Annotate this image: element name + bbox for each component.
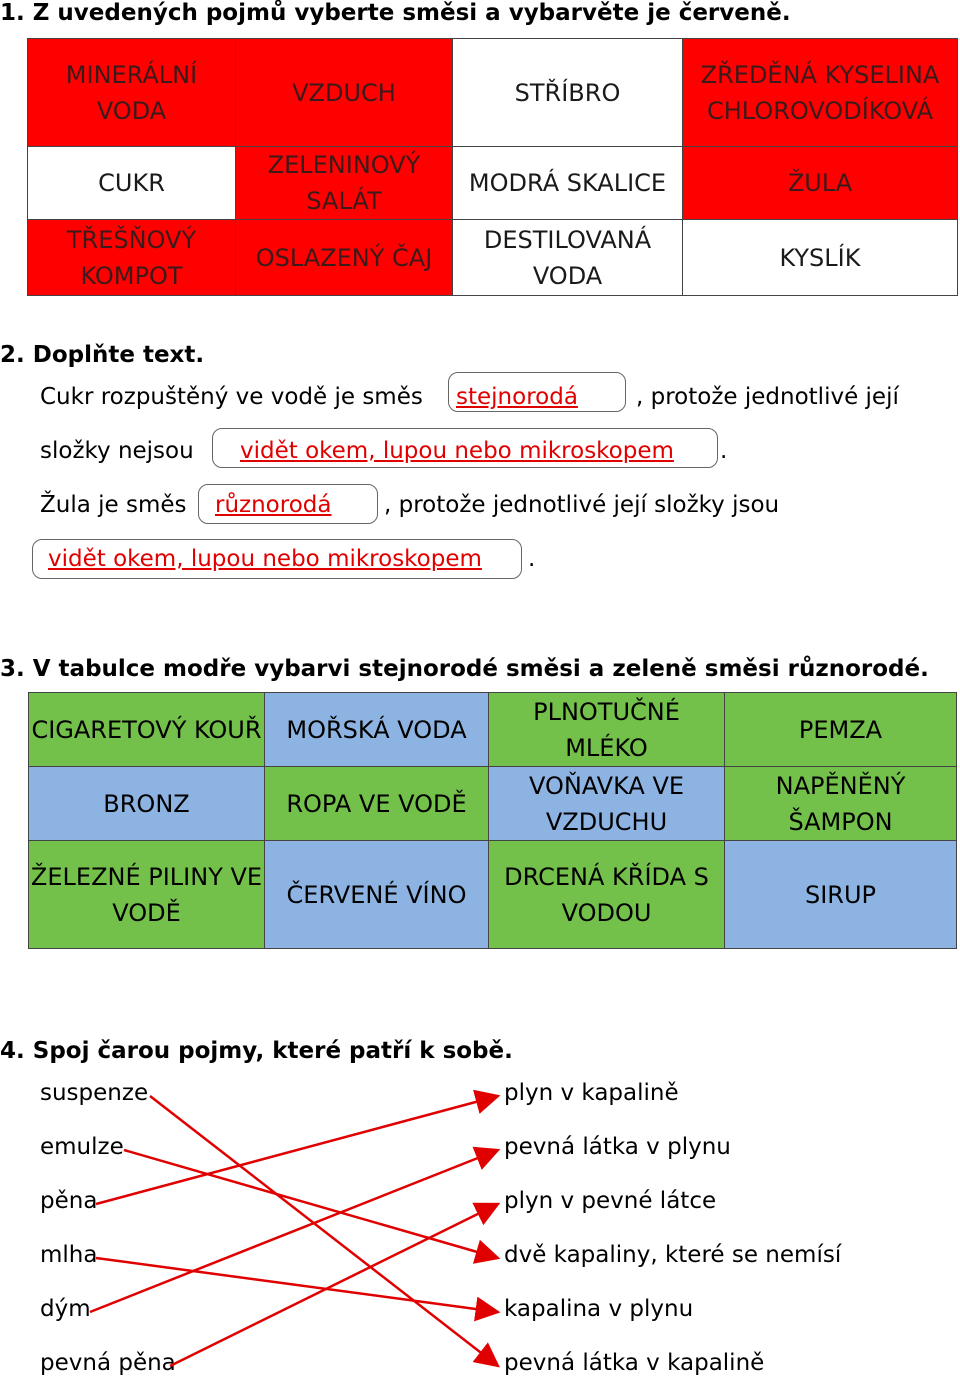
task2-line3-text: Žula je směs: [40, 492, 187, 518]
left-term[interactable]: emulze: [40, 1134, 124, 1160]
right-term[interactable]: pevná látka v plynu: [504, 1134, 731, 1160]
task1-cell[interactable]: MODRÁ SKALICE: [453, 147, 683, 220]
task1-heading: 1. Z uvedených pojmů vyberte směsi a vybarvěte je červeně.: [0, 0, 791, 26]
task2-heading: 2. Doplňte text.: [0, 342, 205, 368]
task2-line1-text: Cukr rozpuštěný ve vodě je směs: [40, 384, 423, 410]
task1-cell[interactable]: VZDUCH: [236, 39, 453, 147]
task1-cell[interactable]: STŘÍBRO: [453, 39, 683, 147]
task1-row: [28, 220, 958, 296]
task2-line4-after: .: [528, 546, 536, 572]
right-term[interactable]: pevná látka v kapalině: [504, 1350, 765, 1376]
answer-4: vidět okem, lupou nebo mikroskopem: [48, 546, 482, 572]
answer-1: stejnorodá: [456, 384, 578, 410]
task3-row: [29, 767, 957, 841]
task3-row: [29, 841, 957, 949]
task2-line1-after: , protože jednotlivé její: [636, 384, 899, 410]
connection-line: [90, 1150, 498, 1312]
task3-cell[interactable]: ROPA VE VODĚ: [265, 767, 489, 841]
task1-cell[interactable]: KYSLÍK: [683, 220, 958, 296]
left-term[interactable]: mlha: [40, 1242, 98, 1268]
task3-cell[interactable]: MOŘSKÁ VODA: [265, 693, 489, 767]
task3-cell[interactable]: SIRUP: [725, 841, 957, 949]
task3-cell[interactable]: BRONZ: [29, 767, 265, 841]
task3-cell[interactable]: PEMZA: [725, 693, 957, 767]
task1-cell[interactable]: ŽULA: [683, 147, 958, 220]
task3-cell[interactable]: ŽELEZNÉ PILINY VE VODĚ: [29, 841, 265, 949]
left-term[interactable]: dým: [40, 1296, 91, 1322]
right-term[interactable]: plyn v pevné látce: [504, 1188, 717, 1214]
task2-line2-after: .: [720, 438, 728, 464]
answer-2: vidět okem, lupou nebo mikroskopem: [240, 438, 674, 464]
task3-table: [28, 692, 957, 949]
connection-line: [96, 1096, 498, 1204]
left-term[interactable]: suspenze: [40, 1080, 149, 1106]
task3-cell[interactable]: VOŇAVKA VE VZDUCHU: [489, 767, 725, 841]
task1-cell[interactable]: DESTILOVANÁ VODA: [453, 220, 683, 296]
task1-row: [28, 39, 958, 147]
task3-row: [29, 693, 957, 767]
task1-cell[interactable]: TŘEŠŇOVÝ KOMPOT: [28, 220, 236, 296]
right-term[interactable]: dvě kapaliny, které se nemísí: [504, 1242, 842, 1268]
task3-cell[interactable]: CIGARETOVÝ KOUŘ: [29, 693, 265, 767]
task1-cell[interactable]: MINERÁLNÍ VODA: [28, 39, 236, 147]
connection-line: [170, 1204, 498, 1366]
task1-cell[interactable]: OSLAZENÝ ČAJ: [236, 220, 453, 296]
task3-cell[interactable]: ČERVENÉ VÍNO: [265, 841, 489, 949]
task1-row: [28, 147, 958, 220]
task1-cell[interactable]: ZELENINOVÝ SALÁT: [236, 147, 453, 220]
answer-3: různorodá: [215, 492, 332, 518]
task1-table: [27, 38, 958, 296]
left-term[interactable]: pěna: [40, 1188, 98, 1214]
task3-cell[interactable]: NAPĚNĚNÝ ŠAMPON: [725, 767, 957, 841]
task1-cell[interactable]: CUKR: [28, 147, 236, 220]
task3-cell[interactable]: DRCENÁ KŘÍDA S VODOU: [489, 841, 725, 949]
task2-line3-after: , protože jednotlivé její složky jsou: [384, 492, 780, 518]
task4-heading: 4. Spoj čarou pojmy, které patří k sobě.: [0, 1038, 513, 1064]
right-term[interactable]: plyn v kapalině: [504, 1080, 679, 1106]
task2-line2-text: složky nejsou: [40, 438, 194, 464]
left-term[interactable]: pevná pěna: [40, 1350, 176, 1376]
connection-line: [124, 1150, 498, 1258]
connection-lines: [0, 1070, 960, 1384]
task3-cell[interactable]: PLNOTUČNÉ MLÉKO: [489, 693, 725, 767]
task3-heading: 3. V tabulce modře vybarvi stejnorodé směsi a zeleně směsi různorodé.: [0, 656, 929, 682]
right-term[interactable]: kapalina v plynu: [504, 1296, 694, 1322]
task1-cell[interactable]: ZŘEDĚNÁ KYSELINA CHLOROVODÍKOVÁ: [683, 39, 958, 147]
